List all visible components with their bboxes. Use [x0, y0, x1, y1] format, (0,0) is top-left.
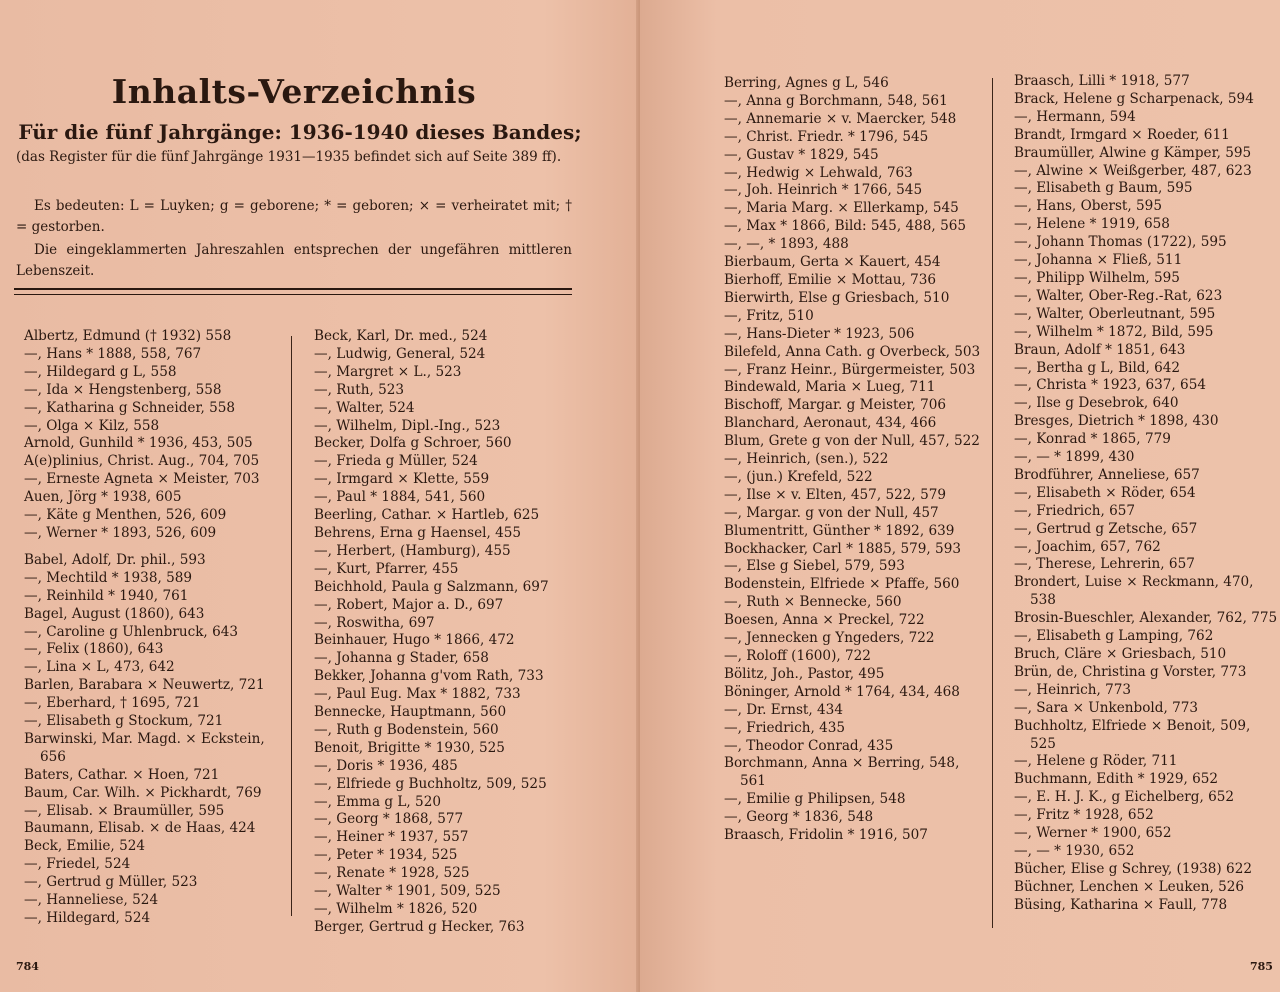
index-entry: —, Ilse g Desebrok, 640 [1014, 395, 1179, 412]
index-entry: —, Ilse × v. Elten, 457, 522, 579 [724, 486, 947, 503]
index-entry: —, Hanneliese, 524 [24, 892, 159, 909]
index-entry: —, Ruth, 523 [314, 381, 405, 398]
index-entry: —, Olga × Kilz, 558 [24, 417, 160, 434]
index-entry: —, Walter, Oberleutnant, 595 [1014, 305, 1216, 322]
index-entry: —, Else g Siebel, 579, 593 [724, 558, 905, 575]
index-entry: —, Sara × Unkenbold, 773 [1014, 699, 1199, 716]
index-entry: —, Max * 1866, Bild: 545, 488, 565 [724, 218, 967, 235]
index-entry: —, Friedrich, 657 [1014, 502, 1136, 519]
index-entry: —, Hedwig × Lehwald, 763 [724, 164, 913, 181]
index-entry: Bodenstein, Elfriede × Pfaffe, 560 [724, 576, 960, 593]
index-entry: Brandt, Irmgard × Roeder, 611 [1014, 126, 1230, 143]
index-entry: —, Hans-Dieter * 1923, 506 [724, 325, 915, 342]
index-entry: Behrens, Erna g Haensel, 455 [314, 524, 522, 541]
index-entry: —, Christ. Friedr. * 1796, 545 [724, 128, 929, 145]
index-entry: Bruch, Cläre × Griesbach, 510 [1014, 646, 1227, 662]
index-entry: —, Eberhard, † 1695, 721 [24, 695, 201, 712]
index-entry: —, Fritz * 1928, 652 [1014, 807, 1154, 824]
index-entry: Blanchard, Aeronaut, 434, 466 [724, 415, 937, 432]
index-entry: Bierbaum, Gerta × Kauert, 454 [724, 254, 941, 271]
index-column-right-1 [724, 75, 986, 845]
index-entry: Brondert, Luise × Reckmann, 470, 538 [1014, 574, 1254, 609]
index-entry: —, Johanna × Fließ, 511 [1014, 252, 1183, 269]
index-entry: —, Werner * 1900, 652 [1014, 825, 1172, 842]
index-entry: —, Friedel, 524 [24, 856, 131, 873]
index-entry: —, Dr. Ernst, 434 [724, 701, 843, 718]
index-entry: Buchmann, Edith * 1929, 652 [1014, 771, 1219, 788]
index-entry: Beck, Emilie, 524 [24, 838, 146, 855]
index-entry: —, Heinrich, 773 [1014, 681, 1132, 698]
index-entry: Beck, Karl, Dr. med., 524 [314, 328, 488, 344]
index-entry: —, Heinrich, (sen.), 522 [724, 451, 889, 468]
index-entry: Böninger, Arnold * 1764, 434, 468 [724, 683, 960, 700]
index-column-left-2 [314, 328, 576, 937]
index-entry: —, Hildegard g L, 558 [24, 363, 177, 380]
index-entry: Blumentritt, Günther * 1892, 639 [724, 522, 955, 539]
index-entry: Braun, Adolf * 1851, 643 [1014, 341, 1186, 358]
index-entry: Bresges, Dietrich * 1898, 430 [1014, 413, 1219, 430]
index-column-right-2 [1014, 73, 1278, 915]
index-entry: —, Gertrud g Müller, 523 [24, 874, 198, 891]
index-entry: —, Hildegard, 524 [24, 910, 151, 926]
intro-register-note: (das Register für die fünf Jahrgänge 1931—1935 befindet sich auf Seite 389 ff). [16, 149, 562, 165]
index-entry: Beichhold, Paula g Salzmann, 697 [314, 578, 549, 595]
index-entry: —, Fritz, 510 [724, 307, 814, 324]
index-entry: Bierwirth, Else g Griesbach, 510 [724, 289, 950, 306]
index-entry: Bierhoff, Emilie × Mottau, 736 [724, 271, 937, 288]
index-entry: Buchholtz, Elfriede × Benoit, 509, 525 [1014, 717, 1251, 752]
index-entry: Berring, Agnes g L, 546 [724, 75, 889, 91]
index-entry: A(e)plinius, Christ. Aug., 704, 705 [24, 453, 260, 470]
index-entry: Beerling, Cathar. × Hartleb, 625 [314, 507, 540, 524]
index-entry: Boesen, Anna × Preckel, 722 [724, 612, 925, 629]
index-entry: Blum, Grete g von der Null, 457, 522 [724, 433, 980, 450]
index-entry: —, Georg * 1836, 548 [724, 809, 874, 826]
index-entry: —, Doris * 1936, 485 [314, 757, 458, 774]
index-entry: Barlen, Barabara × Neuwertz, 721 [24, 677, 265, 694]
index-entry: Bagel, August (1860), 643 [24, 605, 205, 622]
index-entry: —, Ruth × Bennecke, 560 [724, 594, 902, 611]
index-entry: —, Margar. g von der Null, 457 [724, 504, 939, 521]
index-entry: —, Werner * 1893, 526, 609 [24, 524, 217, 541]
index-entry: Borchmann, Anna × Berring, 548, 561 [724, 755, 960, 790]
index-entry: —, Emilie g Philipsen, 548 [724, 791, 906, 808]
index-entry: —, Helene * 1919, 658 [1014, 216, 1170, 233]
index-entry: —, Ida × Hengstenberg, 558 [24, 381, 222, 398]
index-entry: —, Maria Marg. × Ellerkamp, 545 [724, 200, 959, 217]
index-entry: —, Hermann, 594 [1014, 108, 1136, 125]
index-entry: —, Margret × L., 523 [314, 363, 462, 380]
index-entry: Beinhauer, Hugo * 1866, 472 [314, 632, 515, 649]
index-entry: Benoit, Brigitte * 1930, 525 [314, 739, 505, 756]
index-entry: —, Wilhelm * 1826, 520 [314, 901, 478, 917]
index-entry: Berger, Gertrud g Hecker, 763 [314, 918, 525, 935]
index-entry: Bockhacker, Carl * 1885, 579, 593 [724, 540, 961, 557]
index-entry: —, Paul * 1884, 541, 560 [314, 489, 486, 506]
index-entry: —, Reinhild * 1940, 761 [24, 587, 189, 604]
index-entry: —, Christa * 1923, 637, 654 [1014, 377, 1206, 394]
index-entry: Brosin-Bueschler, Alexander, 762, 775 [1014, 610, 1278, 627]
index-entry: —, Walter, Ober-Reg.-Rat, 623 [1014, 287, 1223, 304]
index-entry: —, Kurt, Pfarrer, 455 [314, 560, 459, 577]
column-divider [992, 78, 993, 928]
index-entry: —, Robert, Major a. D., 697 [314, 596, 504, 613]
index-entry: —, Heiner * 1937, 557 [314, 829, 469, 846]
index-entry: Brodführer, Anneliese, 657 [1014, 466, 1200, 483]
index-entry: —, Lina × L, 473, 642 [24, 659, 175, 676]
index-entry: —, Hans, Oberst, 595 [1014, 198, 1162, 215]
index-entry: Brün, de, Christina g Vorster, 773 [1014, 663, 1247, 680]
index-entry: —, Friedrich, 435 [724, 719, 846, 736]
index-entry: —, Joachim, 657, 762 [1014, 538, 1161, 555]
index-entry: —, Elisabeth g Baum, 595 [1014, 180, 1193, 197]
index-entry: —, Peter * 1934, 525 [314, 847, 458, 864]
index-entry: Auen, Jörg * 1938, 605 [24, 489, 182, 506]
index-entry: —, Alwine × Weißgerber, 487, 623 [1014, 162, 1252, 179]
index-entry: Bennecke, Hauptmann, 560 [314, 704, 507, 721]
index-entry: —, Joh. Heinrich * 1766, 545 [724, 182, 923, 199]
index-entry: Bindewald, Maria × Lueg, 711 [724, 379, 936, 396]
index-entry: Brack, Helene g Scharpenack, 594 [1014, 90, 1254, 107]
intro-abbreviations: Es bedeuten: L = Luyken; g = geborene; * = geboren; × = verheiratet mit; † = gestorben. [16, 198, 572, 235]
index-entry: —, (jun.) Krefeld, 522 [724, 468, 873, 485]
index-entry: —, Erneste Agneta × Meister, 703 [24, 471, 260, 488]
index-entry: —, Elfriede g Buchholtz, 509, 525 [314, 775, 547, 792]
index-entry: —, Irmgard × Klette, 559 [314, 471, 490, 488]
right-page [640, 0, 1280, 992]
index-entry: —, Gertrud g Zetsche, 657 [1014, 520, 1198, 537]
index-entry: Baters, Cathar. × Hoen, 721 [24, 766, 220, 783]
index-entry: —, Georg * 1868, 577 [314, 811, 464, 828]
index-entry: Bücher, Elise g Schrey, (1938) 622 [1014, 860, 1252, 877]
index-entry: —, Johanna g Stader, 658 [314, 650, 489, 667]
index-entry: —, Jennecken g Yngeders, 722 [724, 630, 935, 647]
index-entry: Bischoff, Margar. g Meister, 706 [724, 397, 947, 414]
index-entry: —, Caroline g Uhlenbruck, 643 [24, 623, 239, 640]
double-rule-divider [14, 288, 572, 295]
index-entry: —, —, * 1893, 488 [724, 236, 849, 253]
page-number-right: 785 [1250, 960, 1273, 973]
index-entry: Braasch, Fridolin * 1916, 507 [724, 827, 928, 844]
index-entry: —, Elisabeth × Röder, 654 [1014, 484, 1196, 501]
page-title: Inhalts-Verzeichnis [111, 72, 477, 111]
index-entry: Bölitz, Joh., Pastor, 495 [724, 665, 885, 682]
index-entry: —, Therese, Lehrerin, 657 [1014, 556, 1195, 573]
index-entry: Bekker, Johanna g'vom Rath, 733 [314, 668, 544, 685]
index-entry: Arnold, Gunhild * 1936, 453, 505 [24, 435, 253, 452]
index-entry: Babel, Adolf, Dr. phil., 593 [24, 551, 206, 568]
intro-years-note: Die eingeklammerten Jahreszahlen entsprechen der ungefähren mittleren Lebenszeit. [16, 242, 572, 279]
index-entry: —, Walter, 524 [314, 399, 415, 416]
index-entry: —, Felix (1860), 643 [24, 641, 164, 658]
index-entry: Becker, Dolfa g Schroer, 560 [314, 435, 512, 452]
index-entry: —, Wilhelm, Dipl.-Ing., 523 [314, 417, 501, 434]
page-number-left: 784 [16, 960, 39, 973]
index-entry: —, Anna g Borchmann, 548, 561 [724, 92, 948, 109]
index-entry: —, Gustav * 1829, 545 [724, 146, 879, 163]
index-entry: —, Katharina g Schneider, 558 [24, 399, 236, 416]
index-entry: —, Käte g Menthen, 526, 609 [24, 507, 227, 524]
index-entry: —, Franz Heinr., Bürgermeister, 503 [724, 361, 976, 378]
index-entry: —, Philipp Wilhelm, 595 [1014, 269, 1180, 286]
index-entry: —, E. H. J. K., g Eichelberg, 652 [1014, 789, 1235, 806]
index-entry: —, — * 1899, 430 [1014, 449, 1135, 466]
index-entry: Barwinski, Mar. Magd. × Eckstein, 656 [24, 730, 265, 765]
index-entry: Büchner, Lenchen × Leuken, 526 [1014, 878, 1245, 895]
index-entry: —, Ludwig, General, 524 [314, 345, 486, 362]
index-entry: —, Johann Thomas (1722), 595 [1014, 234, 1227, 251]
page-subtitle: Für die fünf Jahrgänge: 1936-1940 dieses Bandes; [18, 120, 582, 144]
index-entry: —, Renate * 1928, 525 [314, 865, 470, 882]
index-entry: Baumann, Elisab. × de Haas, 424 [24, 820, 256, 837]
index-column-left-1 [24, 328, 286, 928]
index-entry: —, Annemarie × v. Maercker, 548 [724, 110, 957, 127]
index-entry: —, Paul Eug. Max * 1882, 733 [314, 686, 521, 703]
index-entry: —, Mechtild * 1938, 589 [24, 569, 193, 586]
index-entry: Büsing, Katharina × Faull, 778 [1014, 896, 1228, 913]
index-entry: —, Wilhelm * 1872, Bild, 595 [1014, 323, 1214, 340]
index-entry: Bilefeld, Anna Cath. g Overbeck, 503 [724, 343, 981, 360]
index-entry: —, Helene g Röder, 711 [1014, 753, 1178, 770]
index-entry: —, — * 1930, 652 [1014, 842, 1135, 859]
index-entry: —, Theodor Conrad, 435 [724, 737, 894, 754]
index-entry: —, Herbert, (Hamburg), 455 [314, 542, 511, 559]
index-entry: —, Elisab. × Braumüller, 595 [24, 802, 225, 819]
index-entry: —, Frieda g Müller, 524 [314, 453, 478, 470]
index-entry: —, Elisabeth g Stockum, 721 [24, 713, 224, 730]
index-entry: —, Hans * 1888, 558, 767 [24, 345, 202, 362]
index-entry: Braumüller, Alwine g Kämper, 595 [1014, 144, 1252, 161]
index-entry: —, Elisabeth g Lamping, 762 [1014, 628, 1214, 645]
column-divider [291, 336, 292, 916]
index-entry: —, Konrad * 1865, 779 [1014, 431, 1171, 448]
index-entry: Braasch, Lilli * 1918, 577 [1014, 73, 1190, 89]
index-entry: —, Bertha g L, Bild, 642 [1014, 359, 1181, 376]
index-entry: —, Walter * 1901, 509, 525 [314, 883, 501, 900]
index-entry: —, Emma g L, 520 [314, 793, 442, 810]
index-entry: Baum, Car. Wilh. × Pickhardt, 769 [24, 784, 262, 801]
index-entry: —, Ruth g Bodenstein, 560 [314, 721, 499, 738]
index-entry: —, Roloff (1600), 722 [724, 648, 871, 664]
index-entry: —, Roswitha, 697 [314, 614, 435, 631]
index-entry: Albertz, Edmund († 1932) 558 [24, 328, 232, 344]
